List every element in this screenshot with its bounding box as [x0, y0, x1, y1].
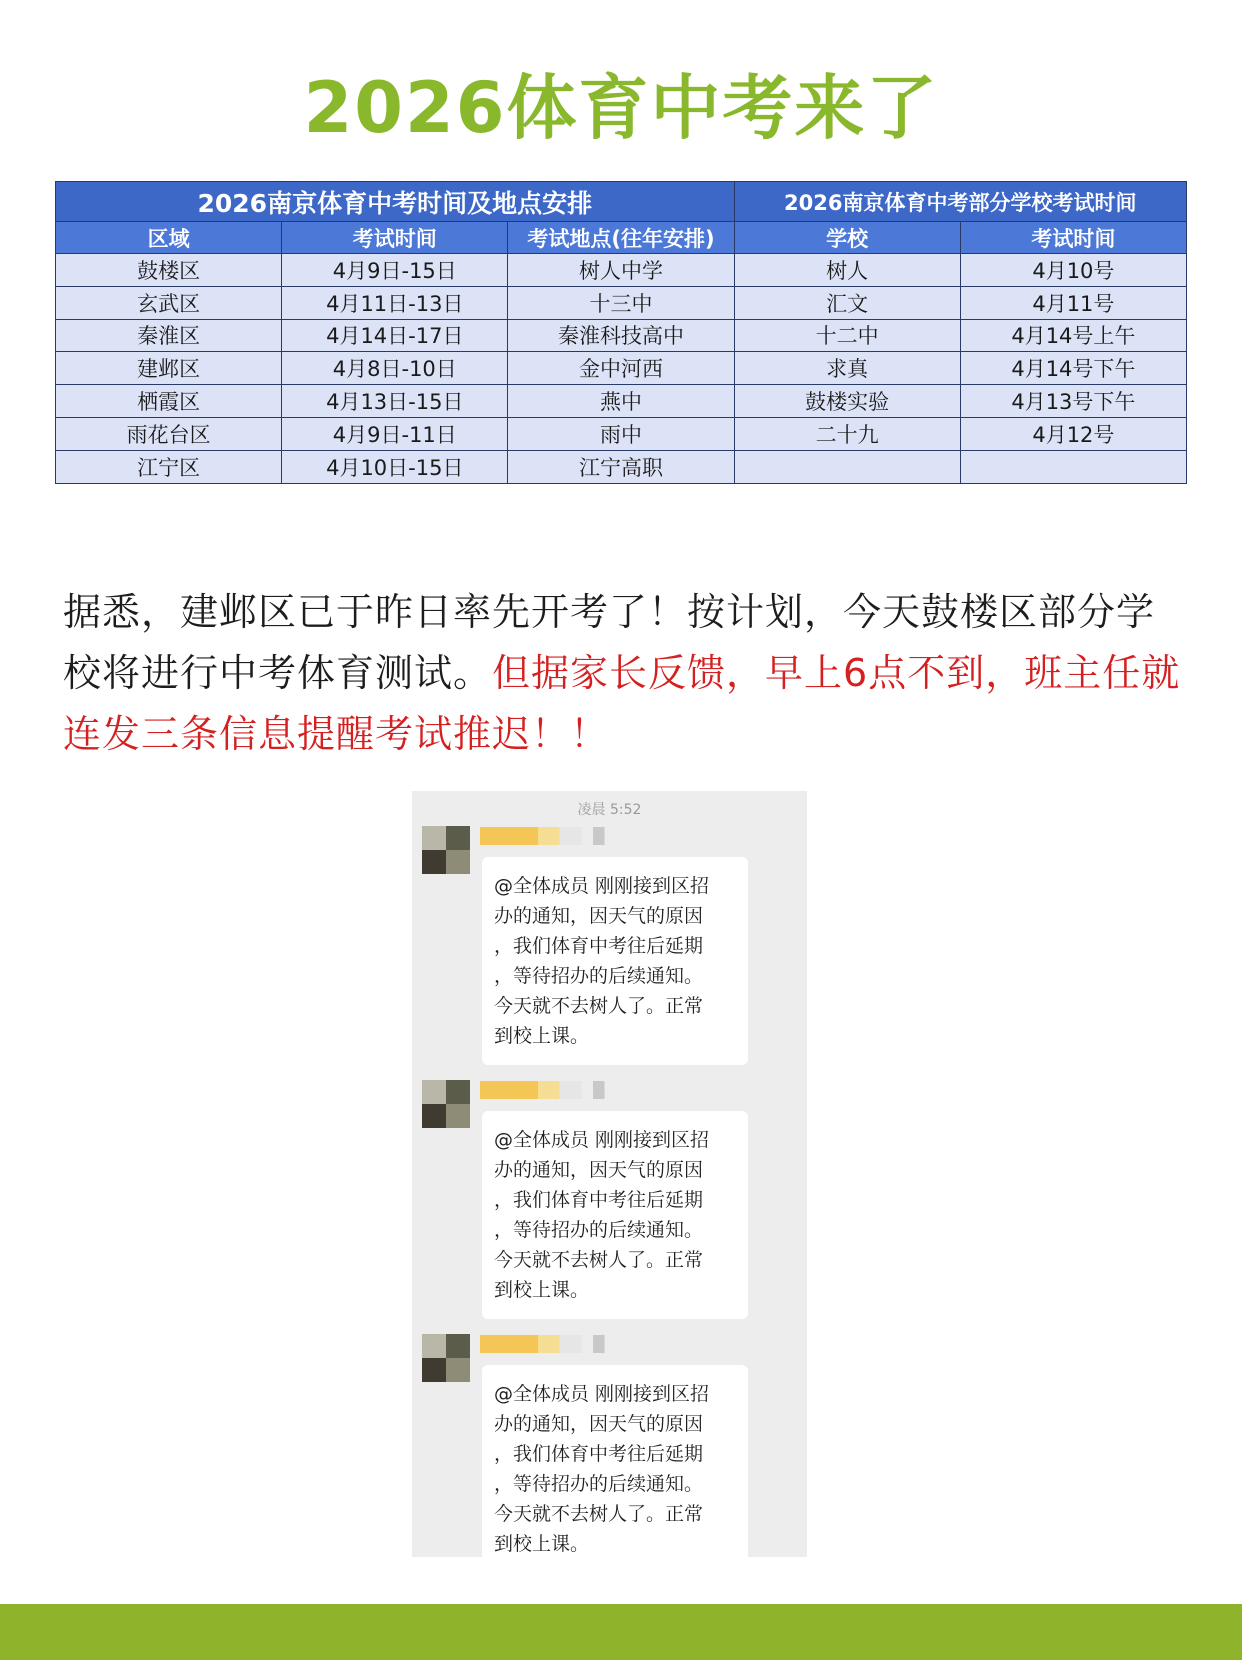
table-cell: 4月12号 — [960, 417, 1186, 450]
table-cell: 4月10日-15日 — [282, 450, 508, 483]
table-cell: 树人中学 — [508, 254, 734, 287]
table-cell: 4月9日-15日 — [282, 254, 508, 287]
table-row — [56, 319, 1187, 352]
avatar[interactable] — [422, 826, 470, 874]
chat-message — [412, 1299, 807, 1555]
chat-timestamp: 凌晨 5:52 — [577, 802, 642, 818]
table-cell: 江宁区 — [56, 450, 282, 483]
page-title: 2026体育中考来了 — [303, 67, 939, 149]
table-cell — [734, 450, 960, 483]
sender-name-blurred — [480, 1081, 625, 1099]
table-cell: 秦淮区 — [56, 319, 282, 352]
table-row — [56, 352, 1187, 385]
table-cell: 4月11日-13日 — [282, 286, 508, 319]
sender-name-blurred — [480, 827, 625, 845]
message-bubble[interactable]: @全体成员 刚刚接到区招 办的通知，因天气的原因 ，我们体育中考往后延期 ，等待招办的后续通知。 今天就不去树人了。正常 到校上课。 — [482, 1365, 748, 1557]
paragraph-text: 据悉，建邺区已于昨日率先开考了！按计划，今天鼓楼区部分学校将进行中考体育测试。 — [63, 590, 1156, 695]
table-row — [56, 385, 1187, 418]
table-cell: 秦淮科技高中 — [508, 319, 734, 352]
avatar[interactable] — [422, 1080, 470, 1128]
table-row — [56, 417, 1187, 450]
chat-message — [412, 791, 807, 1047]
table-row — [56, 286, 1187, 319]
right-table-header: 2026南京体育中考部分学校考试时间 — [734, 182, 1186, 222]
table-cell: 树人 — [734, 254, 960, 287]
column-header: 区域 — [56, 222, 282, 254]
table-cell: 4月14号上午 — [960, 319, 1186, 352]
chat-screenshot — [412, 791, 807, 1557]
table-cell: 建邺区 — [56, 352, 282, 385]
table-cell: 金中河西 — [508, 352, 734, 385]
left-table-header: 2026南京体育中考时间及地点安排 — [56, 182, 735, 222]
table-cell — [960, 450, 1186, 483]
sender-name-blurred — [480, 1335, 625, 1353]
chat-message — [412, 1045, 807, 1301]
table-row — [56, 450, 1187, 483]
table-cell: 十三中 — [508, 286, 734, 319]
table-cell: 4月14日-17日 — [282, 319, 508, 352]
table-cell: 汇文 — [734, 286, 960, 319]
table-cell: 十二中 — [734, 319, 960, 352]
table-cell: 求真 — [734, 352, 960, 385]
table-cell: 4月8日-10日 — [282, 352, 508, 385]
table-cell: 二十九 — [734, 417, 960, 450]
table-cell: 雨中 — [508, 417, 734, 450]
avatar[interactable] — [422, 1334, 470, 1382]
table-cell: 4月13日-15日 — [282, 385, 508, 418]
column-header: 考试地点(往年安排) — [508, 222, 734, 254]
message-bubble[interactable]: @全体成员 刚刚接到区招 办的通知，因天气的原因 ，我们体育中考往后延期 ，等待招办的后续通知。 今天就不去树人了。正常 到校上课。 — [482, 1111, 748, 1319]
table-cell: 燕中 — [508, 385, 734, 418]
table-cell: 江宁高职 — [508, 450, 734, 483]
table-cell: 4月14号下午 — [960, 352, 1186, 385]
table-row — [56, 254, 1187, 287]
column-header: 考试时间 — [282, 222, 508, 254]
table-cell: 雨花台区 — [56, 417, 282, 450]
paragraph-highlight: 但据家长反馈，早上6点不到，班主任就连发三条信息提醒考试推迟！！ — [63, 651, 1181, 756]
table-cell: 4月11号 — [960, 286, 1186, 319]
table-cell: 鼓楼区 — [56, 254, 282, 287]
table-cell: 鼓楼实验 — [734, 385, 960, 418]
table-cell: 4月10号 — [960, 254, 1186, 287]
column-header: 学校 — [734, 222, 960, 254]
column-header: 考试时间 — [960, 222, 1186, 254]
message-bubble[interactable]: @全体成员 刚刚接到区招 办的通知，因天气的原因 ，我们体育中考往后延期 ，等待招办的后续通知。 今天就不去树人了。正常 到校上课。 — [482, 857, 748, 1065]
table-cell: 4月9日-11日 — [282, 417, 508, 450]
exam-schedule-table — [55, 181, 1187, 484]
footer-bar — [0, 1604, 1242, 1660]
table-cell: 玄武区 — [56, 286, 282, 319]
table-cell: 4月13号下午 — [960, 385, 1186, 418]
article-paragraph — [63, 582, 1185, 765]
table-cell: 栖霞区 — [56, 385, 282, 418]
